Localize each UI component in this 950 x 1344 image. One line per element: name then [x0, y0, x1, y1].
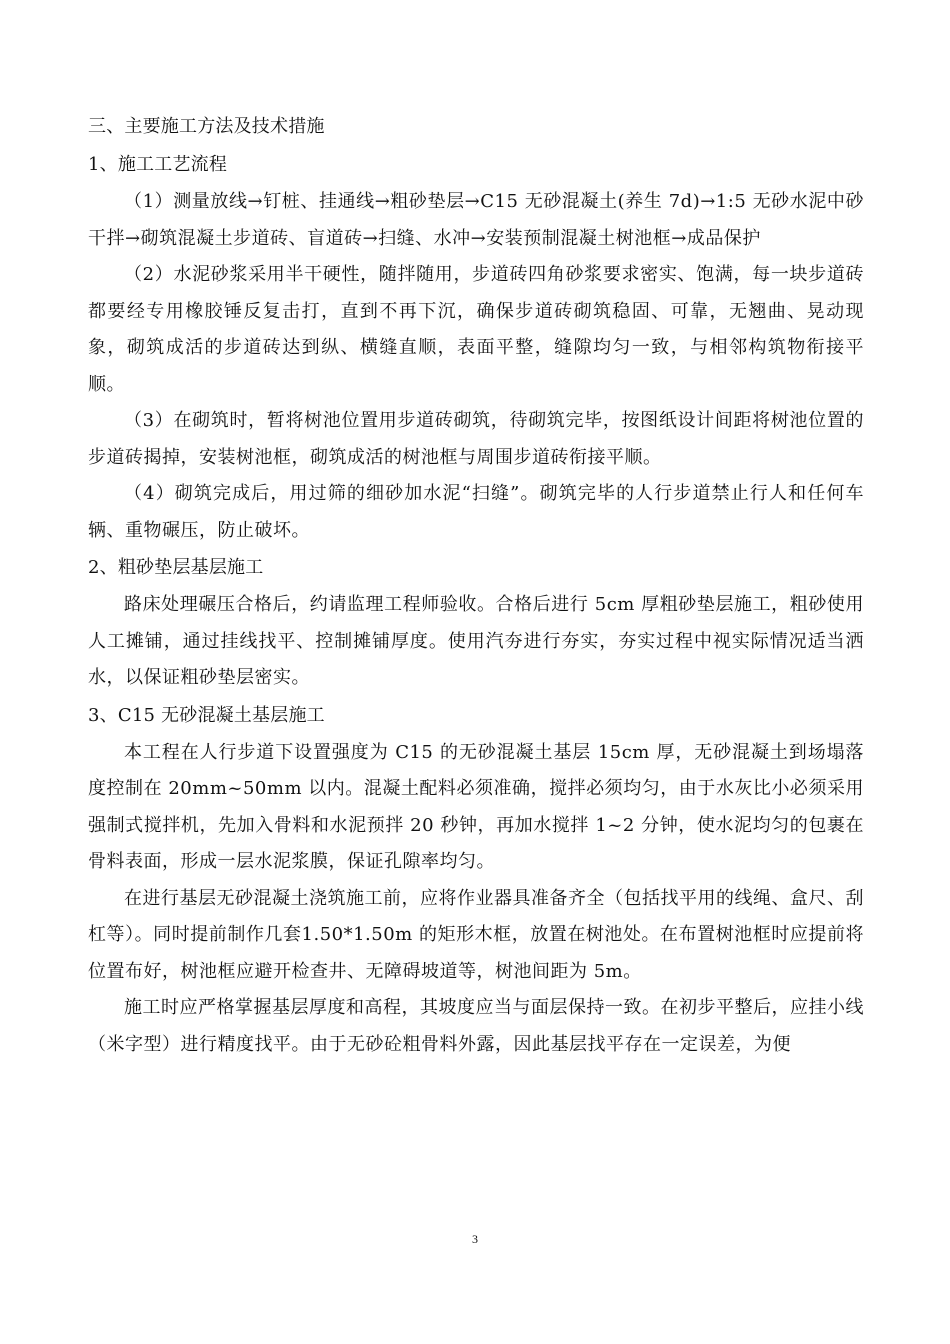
paragraph-tree-pit: （3）在砌筑时，暂将树池位置用步道砖砌筑，待砌筑完毕，按图纸设计间距将树池位置的步道砖揭掉，安装树池框，砌筑成活的树池框与周围步道砖衔接平顺。 — [88, 410, 864, 468]
subsection-3-title: 3、C15 无砂混凝土基层施工 — [88, 704, 325, 726]
paragraph-preparation: 在进行基层无砂混凝土浇筑施工前，应将作业器具准备齐全（包括找平用的线绳、盒尺、刮杠等）。同时提前制作几套1.50*1.50m 的矩形木框，放置在树池处。在布置树池框时应提前将位置布好，树池框应避开检查井、无障碍坡道等，树池间距为 5m。 — [88, 887, 864, 982]
page-number: 3 — [472, 1232, 478, 1246]
subsection-1-title: 1、施工工艺流程 — [88, 154, 228, 175]
paragraph-sand-cushion: 路床处理碾压合格后，约请监理工程师验收。合格后进行 5cm 厚粗砂垫层施工，粗砂使用人工摊铺，通过挂线找平、控制摊铺厚度。使用汽夯进行夯实，夯实过程中视实际情况适当洒水，以保证粗砂垫层密实。 — [88, 594, 864, 688]
paragraph-leveling: 施工时应严格掌握基层厚度和高程，其坡度应当与面层保持一致。在初步平整后，应挂小线（米字型）进行精度找平。由于无砂砼粗骨料外露，因此基层找平存在一定误差，为便 — [88, 997, 864, 1055]
section-title: 三、主要施工方法及技术措施 — [88, 116, 325, 137]
paragraph-concrete-base: 本工程在人行步道下设置强度为 C15 的无砂混凝土基层 15cm 厚，无砂混凝土到场塌落度控制在 20mm~50mm 以内。混凝土配料必须准确，搅拌必须均匀，由于水灰比小必须采用强制式搅拌机，先加入骨料和水泥预拌 20 秒钟，再加水搅拌 1~2 分钟，使水泥均匀的包裹在骨料表面，形成一层水泥浆膜，保证孔隙率均匀。 — [88, 741, 864, 872]
paragraph-mortar: （2）水泥砂浆采用半干硬性，随拌随用，步道砖四角砂浆要求密实、饱满，每一块步道砖都要经专用橡胶锤反复击打，直到不再下沉，确保步道砖砌筑稳固、可靠，无翘曲、晃动现象，砌筑成活的步道砖达到纵、横缝直顺，表面平整，缝隙均匀一致，与相邻构筑物衔接平顺。 — [88, 264, 864, 395]
paragraph-joint-sweeping: （4）砌筑完成后，用过筛的细砂加水泥“扫缝”。砌筑完毕的人行步道禁止行人和任何车辆、重物碾压，防止破坏。 — [88, 483, 864, 541]
subsection-2-title: 2、粗砂垫层基层施工 — [88, 557, 264, 578]
page-content — [88, 108, 864, 1063]
paragraph-process-flow: （1）测量放线→钉桩、挂通线→粗砂垫层→C15 无砂混凝土(养生 7d)→1:5 无砂水泥中砂干拌→砌筑混凝土步道砖、盲道砖→扫缝、水冲→安装预制混凝土树池框→成品保护 — [88, 191, 864, 249]
